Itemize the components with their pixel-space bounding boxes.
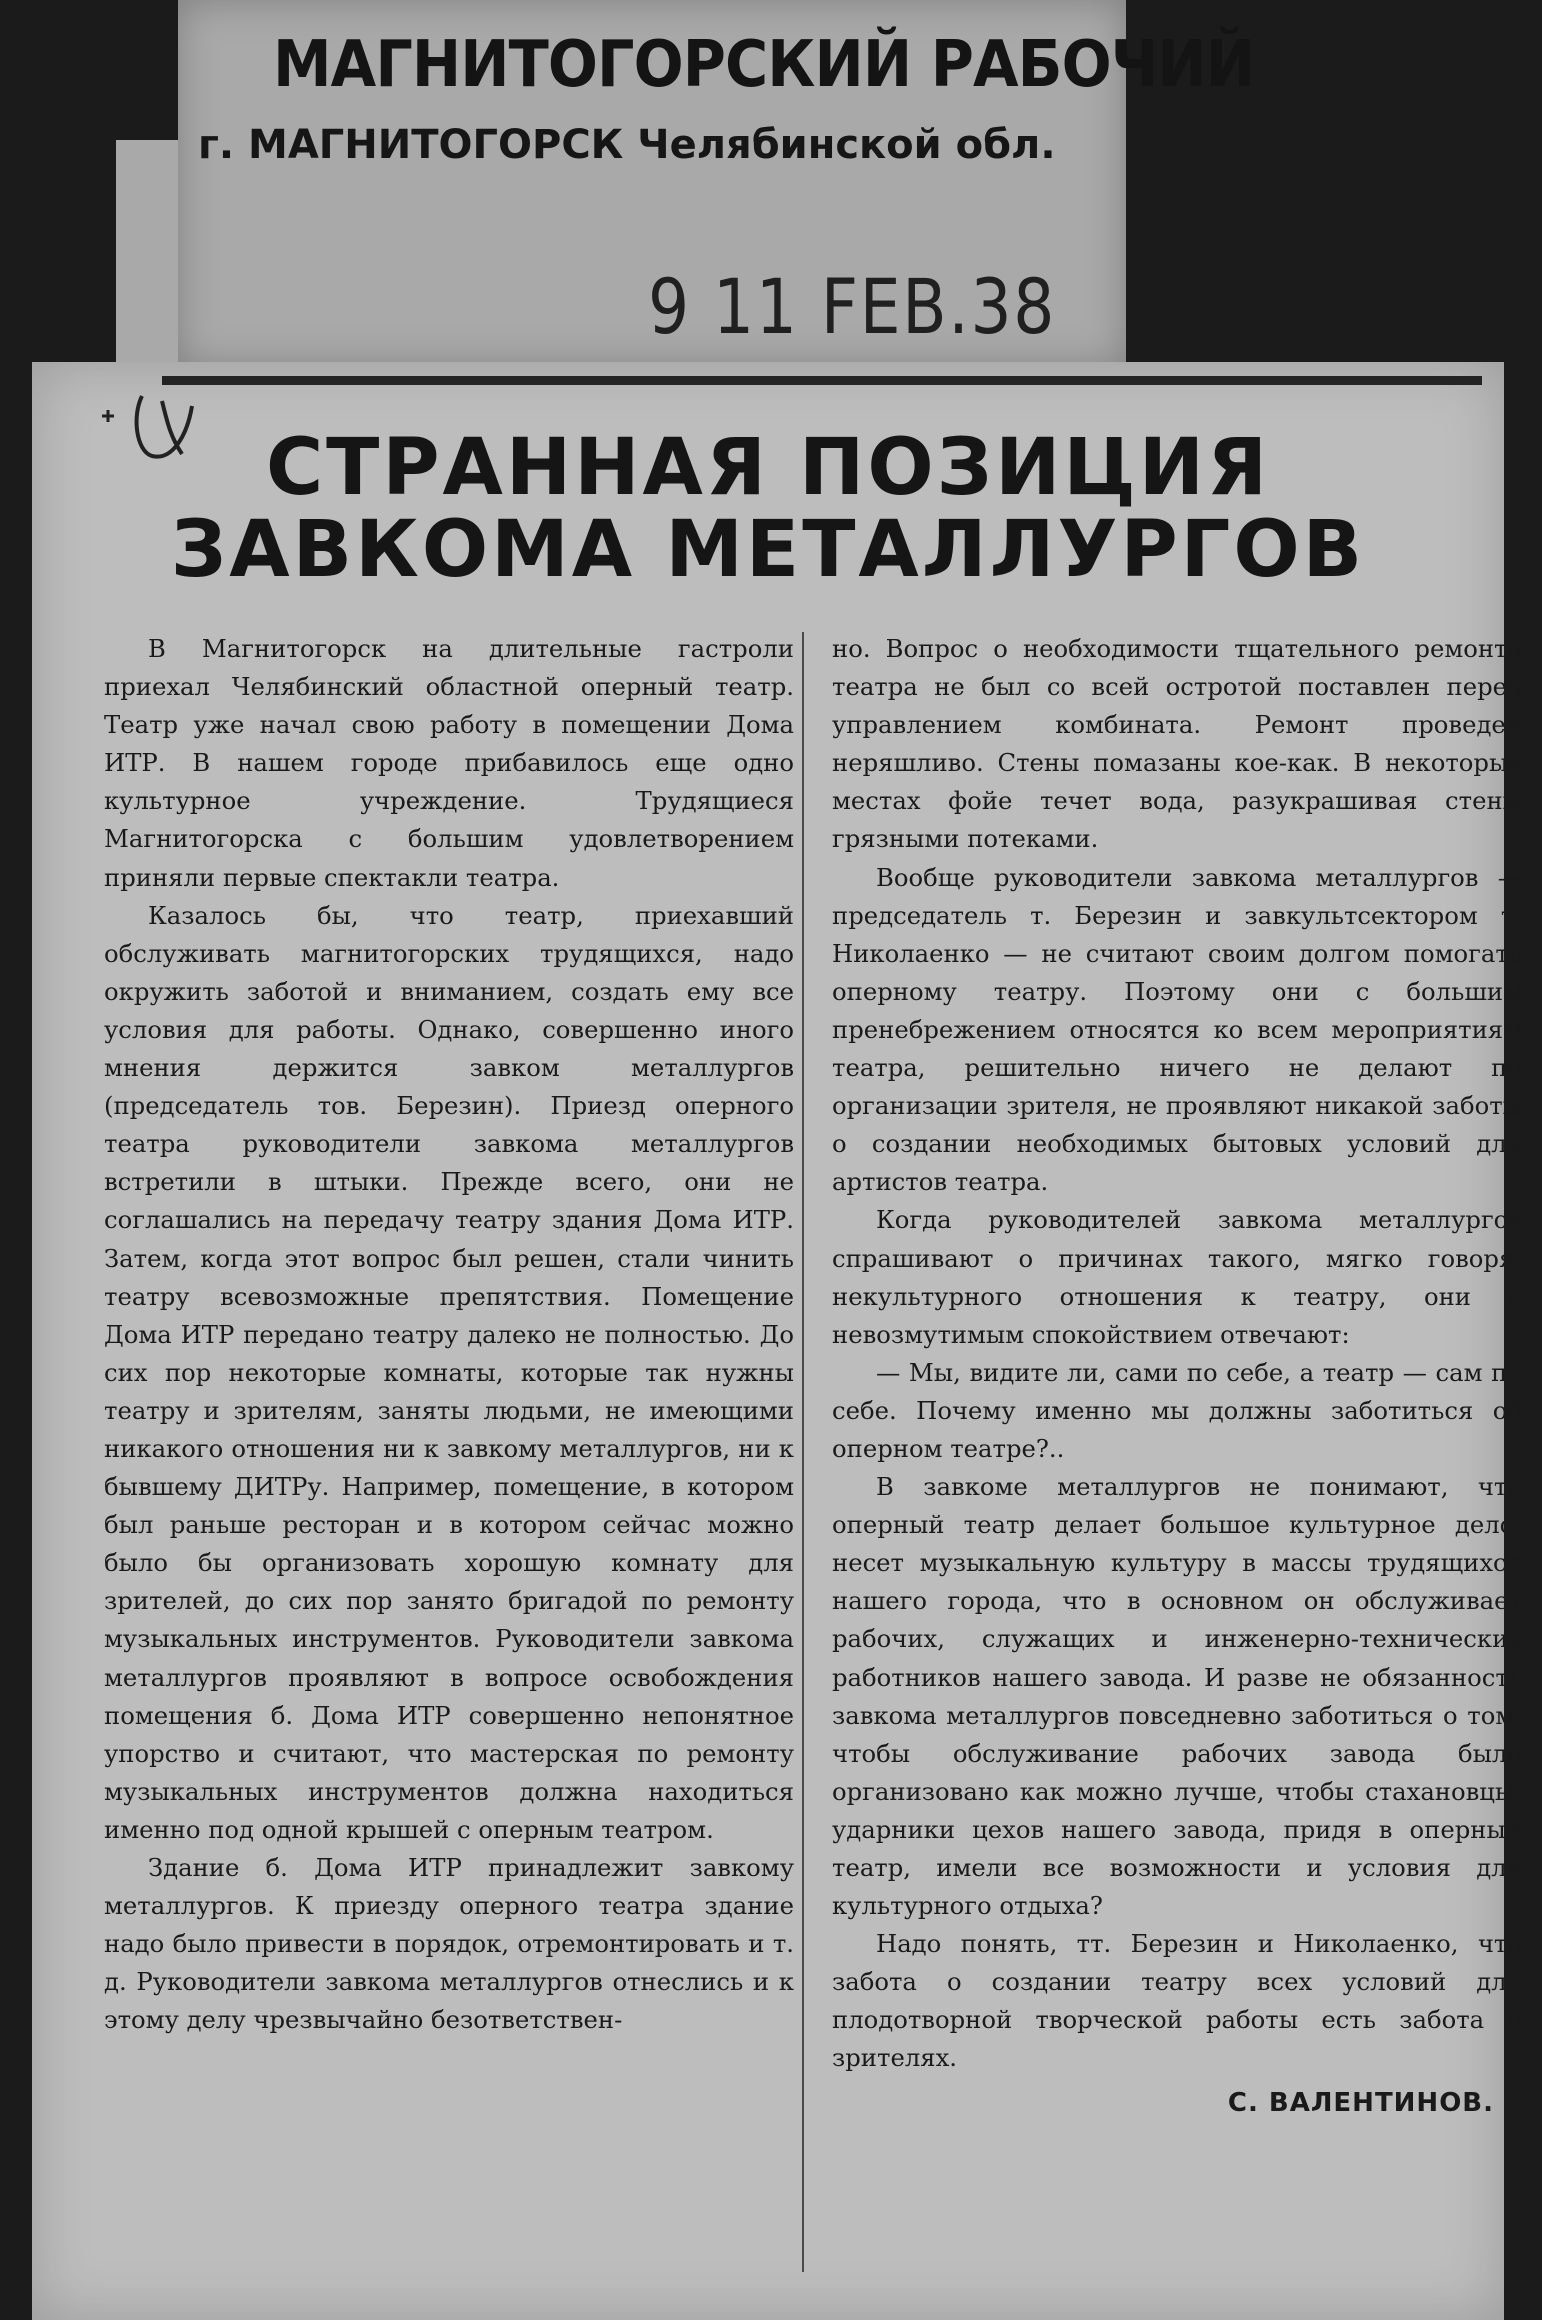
label-card-tab	[116, 140, 178, 370]
column-divider	[802, 632, 804, 2272]
article-headline	[32, 423, 1504, 595]
newspaper-masthead: МАГНИТОГОРСКИЙ РАБОЧИЙ	[273, 28, 1255, 102]
paragraph: Вообще руководители завкома металлургов — председатель т. Березин и завкультсектором т. Николаенко — не считают своим долгом помогать оперному театру. Поэтому они с большим пренебрежением относятся ко всем мероприятиям театра, решительно ничего не делают по организации зрителя, не проявляют никакой заботы о создании необходимых бытовых условий для артистов театра.	[832, 862, 1522, 1197]
article-column-left	[104, 630, 794, 2039]
paragraph: Надо понять, тт. Березин и Николаенко, что забота о создании театру всех условий для плодотворной творческой работы есть забота о зрителях.	[832, 1929, 1522, 2073]
article-column-right	[832, 630, 1522, 2122]
author-byline: С. ВАЛЕНТИНОВ.	[1227, 2087, 1494, 2118]
paragraph: Когда руководителей завкома металлургов спрашивают о причинах такого, мягко говоря, некультурного отношения к театру, они с невозмутимым спокойствием отвечают:	[832, 1205, 1522, 1349]
headline-line-1: СТРАННАЯ ПОЗИЦИЯ	[265, 423, 1271, 513]
paragraph: В завкоме металлургов не понимают, что оперный театр делает большое культурное дело, несет музыкальную культуру в массы трудящихся нашего города, что в основном он обслуживает рабочих, служащих и инженерно-технических работников нашего завода. И разве не обязанность завкома металлургов повседневно заботиться о том, чтобы обслуживание рабочих завода было организовано как можно лучше, чтобы стахановцы, ударники цехов нашего завода, придя в оперный театр, имели все возможности и условия для культурного отдыха?	[832, 1472, 1522, 1921]
paragraph: но. Вопрос о необходимости тщательного ремонта театра не был со всей остротой поставлен перед управлением комбината. Ремонт проведен неряшливо. Стены помазаны кое-как. В некоторых местах фойе течет вода, разукрашивая стены грязными потеками.	[832, 634, 1522, 854]
article-clipping	[32, 362, 1522, 2320]
date-stamp: 9 11 FEB.38	[648, 262, 1057, 351]
paragraph: В Магнитогорск на длительные гастроли приехал Челябинский областной оперный театр. Театр уже начал свою работу в помещении Дома ИТР. В нашем городе прибавилось еще одно культурное учреждение. Трудящиеся Магнитогорска с большим удовлетворением приняли первые спектакли театра.	[104, 634, 794, 892]
paragraph: Казалось бы, что театр, приехавший обслуживать магнитогорских трудящихся, надо окружить заботой и вниманием, создать ему все условия для работы. Однако, совершенно иного мнения держится завком металлургов (председатель тов. Березин). Приезд оперного театра руководители завкома металлургов встретили в штыки. Прежде всего, они не соглашались на передачу театру здания Дома ИТР. Затем, когда этот вопрос был решен, стали чинить театру всевозможные препятствия. Помещение Дома ИТР передано театру далеко не полностью. До сих пор некоторые комнаты, которые так нужны театру и зрителям, заняты людьми, не имеющими никакого отношения ни к завкому металлургов, ни к бывшему ДИТРу. Например, помещение, в котором был раньше ресторан и в котором сейчас можно было бы организовать хорошую комнату для зрителей, до сих пор занято бригадой по ремонту музыкальных инструментов. Руководители завкома металлургов проявляют в вопросе освобождения помещения б. Дома ИТР совершенно непонятное упорство и считают, что мастерская по ремонту музыкальных инструментов должна находиться именно под одной крышей с оперным театром.	[104, 900, 794, 1844]
top-rule	[162, 376, 1482, 385]
paragraph: Здание б. Дома ИТР принадлежит завкому металлургов. К приезду оперного театра здание надо было привести в порядок, отремонтировать и т. д. Руководители завкома металлургов отнеслись и к этому делу чрезвычайно безответствен-	[104, 1853, 794, 2035]
newspaper-city-line: г. МАГНИТОГОРСК Челябинской обл.	[198, 122, 1056, 168]
headline-line-2: ЗАВКОМА МЕТАЛЛУРГОВ	[170, 505, 1366, 595]
paragraph: — Мы, видите ли, сами по себе, а театр — сам по себе. Почему именно мы должны заботиться об оперном театре?..	[832, 1357, 1522, 1463]
newspaper-label-card	[178, 0, 1255, 368]
